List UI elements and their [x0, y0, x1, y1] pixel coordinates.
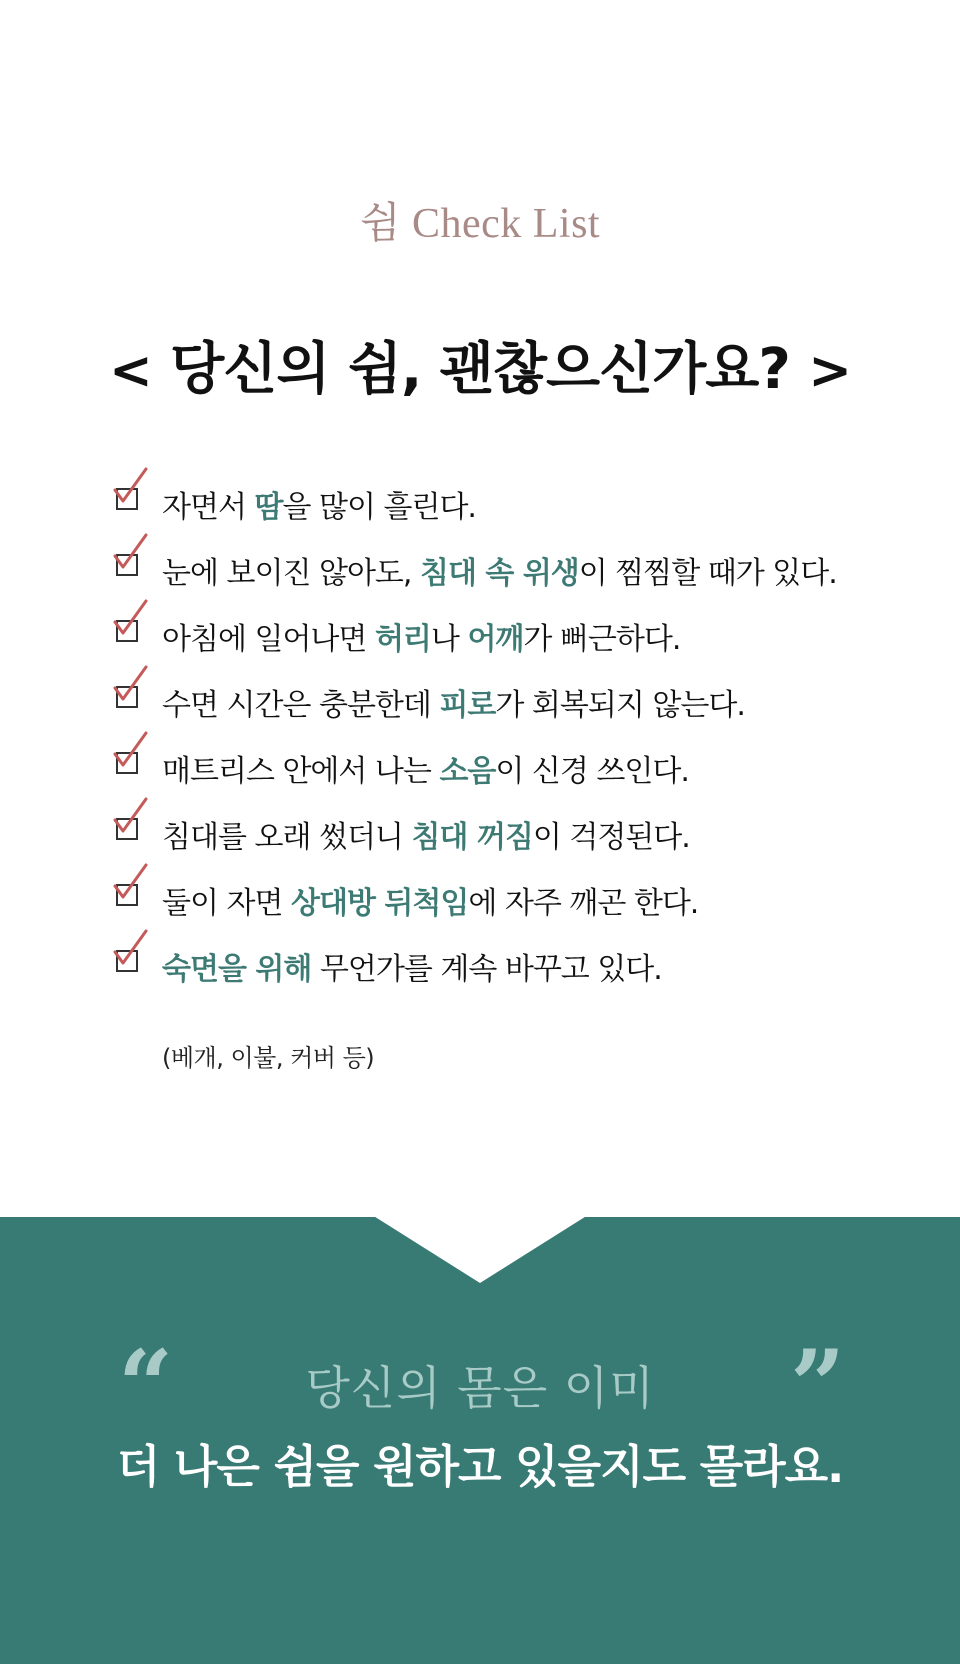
checkmark-icon [112, 466, 152, 508]
checklist-item[interactable] [116, 730, 946, 790]
checklist-item-text: 둘이 자면 상대방 뒤척임에 자주 깨곤 한다. [162, 886, 699, 921]
checklist-item[interactable] [116, 532, 946, 592]
checklist-item-text: 침대를 오래 썼더니 침대 꺼짐이 걱정된다. [162, 820, 690, 855]
checklist-item-text: 숙면을 위해 무언가를 계속 바꾸고 있다. [162, 952, 662, 987]
checklist-item[interactable] [116, 598, 946, 658]
banner-notch [372, 1215, 588, 1285]
checklist-item[interactable] [116, 796, 946, 856]
checklist-subtitle: 쉼 Check List [359, 201, 601, 247]
checklist-item-text: 아침에 일어나면 허리나 어깨가 뻐근하다. [162, 622, 681, 657]
checkmark-icon [112, 862, 152, 904]
banner-quote-line2: 더 나은 쉼을 원하고 있을지도 몰라요. [116, 1440, 844, 1493]
close-quote-icon: ” [790, 1329, 846, 1442]
checkmark-icon [112, 730, 152, 772]
open-quote-icon: “ [118, 1329, 174, 1442]
checklist-item-text: 눈에 보이진 않아도, 침대 속 위생이 찜찜할 때가 있다. [162, 556, 837, 591]
checklist-item[interactable] [116, 466, 946, 526]
checkmark-icon [112, 598, 152, 640]
checklist-item-text: 매트리스 안에서 나는 소음이 신경 쓰인다. [162, 754, 689, 789]
checklist-item-text: 수면 시간은 충분한데 피로가 회복되지 않는다. [162, 688, 745, 723]
checkmark-icon [112, 532, 152, 574]
headline-text: 당신의 쉼, 괜찮으신가요? [170, 337, 790, 402]
checkmark-icon [112, 928, 152, 970]
checkmark-icon [112, 664, 152, 706]
checklist-item[interactable] [116, 862, 946, 922]
checkmark-icon [112, 796, 152, 838]
checklist-item[interactable] [116, 664, 946, 724]
left-bracket: < [109, 341, 152, 401]
checklist-item[interactable] [116, 928, 946, 988]
right-bracket: > [808, 341, 851, 401]
checklist-item-text: 자면서 땀을 많이 흘린다. [162, 490, 476, 525]
checklist-note: (베개, 이불, 커버 등) [162, 1044, 375, 1072]
banner-quote-line1: 당신의 몸은 이미 [305, 1361, 655, 1415]
